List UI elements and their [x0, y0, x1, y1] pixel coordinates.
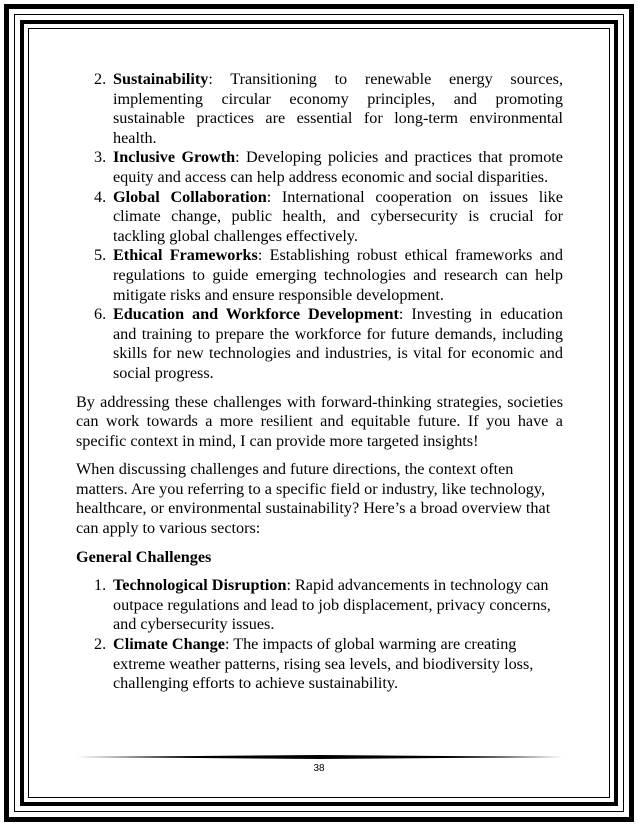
list-text: : Establishing robust ethical frameworks and regulations to guide emerging technologies and research can help mitigate risks and ensure responsible development.	[113, 246, 563, 304]
list-text: : The impacts of global warming are creating extreme weather patterns, rising sea levels, and biodiversity loss, challenging efforts to achieve sustainability.	[113, 635, 534, 693]
page-content	[76, 70, 563, 694]
list-term: Ethical Frameworks	[113, 246, 258, 265]
list-term: Climate Change	[113, 635, 225, 654]
list-item	[76, 188, 563, 247]
list-term: Education and Workforce Development	[113, 305, 399, 324]
list-item	[76, 246, 563, 305]
list-number: 1.	[94, 576, 107, 595]
list-text: : Rapid advancements in technology can outpace regulations and lead to job displacement, privacy concerns, and cybersecurity issues.	[113, 576, 551, 634]
list-text: : Transitioning to renewable energy sources, implementing circular economy principles, and promoting sustainable practices are essential for long-term environmental health.	[113, 70, 563, 147]
list-number: 2.	[94, 70, 107, 88]
list-term: Inclusive Growth	[113, 148, 236, 167]
list-item	[76, 70, 563, 148]
list-item	[76, 305, 563, 383]
list-item	[76, 148, 563, 187]
paragraph-context: When discussing challenges and future directions, the context often matters. Are you referring to a specific field or industry, like technology, healthcare, or environmental sustainability? Here’s a broad overview that can apply to various sectors:	[76, 460, 551, 538]
list-term: Sustainability	[113, 70, 209, 88]
numbered-list-bottom	[76, 576, 563, 694]
list-text: : Investing in education and training to prepare the workforce for future demands, including skills for new technologies and industries, is vital for economic and social progress.	[113, 305, 563, 382]
list-number: 5.	[94, 246, 107, 265]
list-text: : International cooperation on issues like climate change, public health, and cybersecurity is crucial for tackling global challenges effectively.	[113, 187, 563, 245]
list-item	[76, 635, 563, 694]
list-number: 6.	[94, 305, 107, 324]
page-number: 38	[313, 763, 325, 774]
list-number: 2.	[94, 635, 107, 654]
paragraph-conclusion: By addressing these challenges with forward-thinking strategies, societies can work towards a more resilient and equitable future. If you have a specific context in mind, I can provide more targeted insights!	[76, 392, 563, 450]
list-term: Technological Disruption	[113, 576, 287, 595]
list-text: : Developing policies and practices that promote equity and access can help address economic and social disparities.	[113, 148, 563, 186]
numbered-list-top	[76, 70, 563, 384]
list-term: Global Collaboration	[113, 187, 267, 206]
section-heading: General Challenges	[76, 547, 212, 566]
list-item	[76, 576, 563, 635]
list-number: 4.	[94, 187, 107, 206]
footer-divider	[76, 755, 563, 759]
list-number: 3.	[94, 148, 107, 167]
